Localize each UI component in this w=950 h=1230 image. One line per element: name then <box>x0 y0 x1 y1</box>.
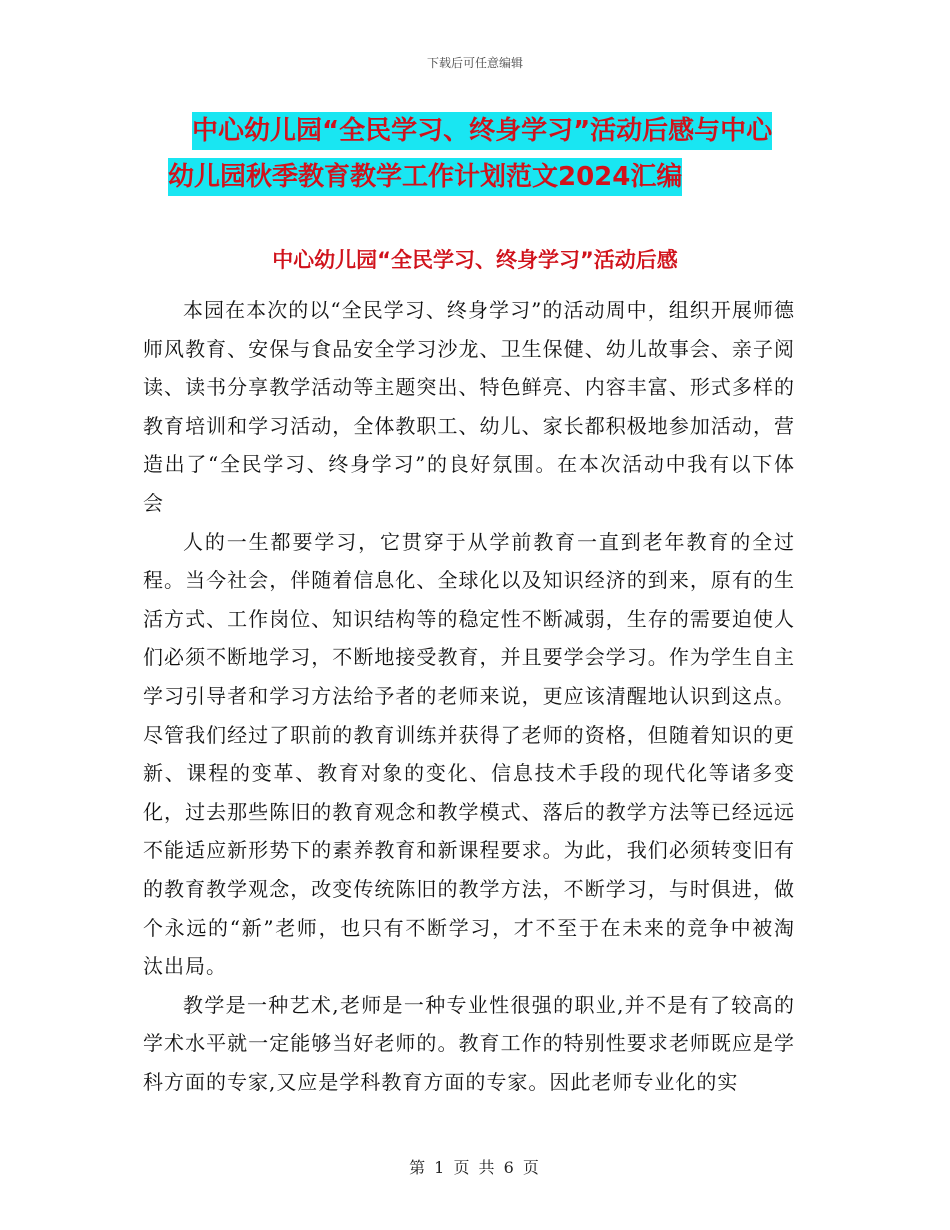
section-title: 中心幼儿园“全民学习、终身学习”活动后感 <box>272 248 678 272</box>
paragraph-2: 人的一生都要学习，它贯穿于从学前教育一直到老年教育的全过程。当今社会，伴随着信息化、全球化以及知识经济的到来，原有的生活方式、工作岗位、知识结构等的稳定性不断减弱，生存的需要迫使人们必须不断地学习，不断地接受教育，并且要学会学习。作为学生自主学习引导者和学习方法给予者的老师来说，更应该清醒地认识到这点。尽管我们经过了职前的教育训练并获得了老师的资格，但随着知识的更新、课程的变革、教育对象的变化、信息技术手段的现代化等诸多变化，过去那些陈旧的教育观念和教学模式、落后的教学方法等已经远远不能适应新形势下的素养教育和新课程要求。为此，我们必须转变旧有的教育教学观念，改变传统陈旧的教学方法，不断学习，与时俱进，做个永远的“新”老师，也只有不断学习，才不至于在未来的竞争中被淘汰出局。 <box>143 529 795 979</box>
paragraph-3: 教学是一种艺术,老师是一种专业性很强的职业,并不是有了较高的学术水平就一定能够当好老师的。教育工作的特别性要求老师既应是学科方面的专家,又应是学科教育方面的专家。因此老师专业化的实 <box>143 992 795 1094</box>
document-title-line-2 <box>140 154 810 200</box>
document-title-line-1 <box>140 108 810 154</box>
document-title <box>140 108 810 200</box>
body-text <box>143 291 795 1101</box>
title-highlight-1: 中心幼儿园“全民学习、终身学习”活动后感与中心 <box>192 112 772 150</box>
page-footer: 第 1 页 共 6 页 <box>409 1158 541 1177</box>
paragraph-1: 本园在本次的以“全民学习、终身学习”的活动周中，组织开展师德师风教育、安保与食品安全学习沙龙、卫生保健、幼儿故事会、亲子阅读、读书分享教学活动等主题突出、特色鲜亮、内容丰富、形式多样的教育培训和学习活动，全体教职工、幼儿、家长都积极地参加活动，营造出了“全民学习、终身学习”的良好氛围。在本次活动中我有以下体会 <box>143 298 795 515</box>
page-header-note: 下载后可任意编辑 <box>426 56 523 70</box>
title-highlight-2: 幼儿园秋季教育教学工作计划范文2024汇编 <box>168 158 682 196</box>
